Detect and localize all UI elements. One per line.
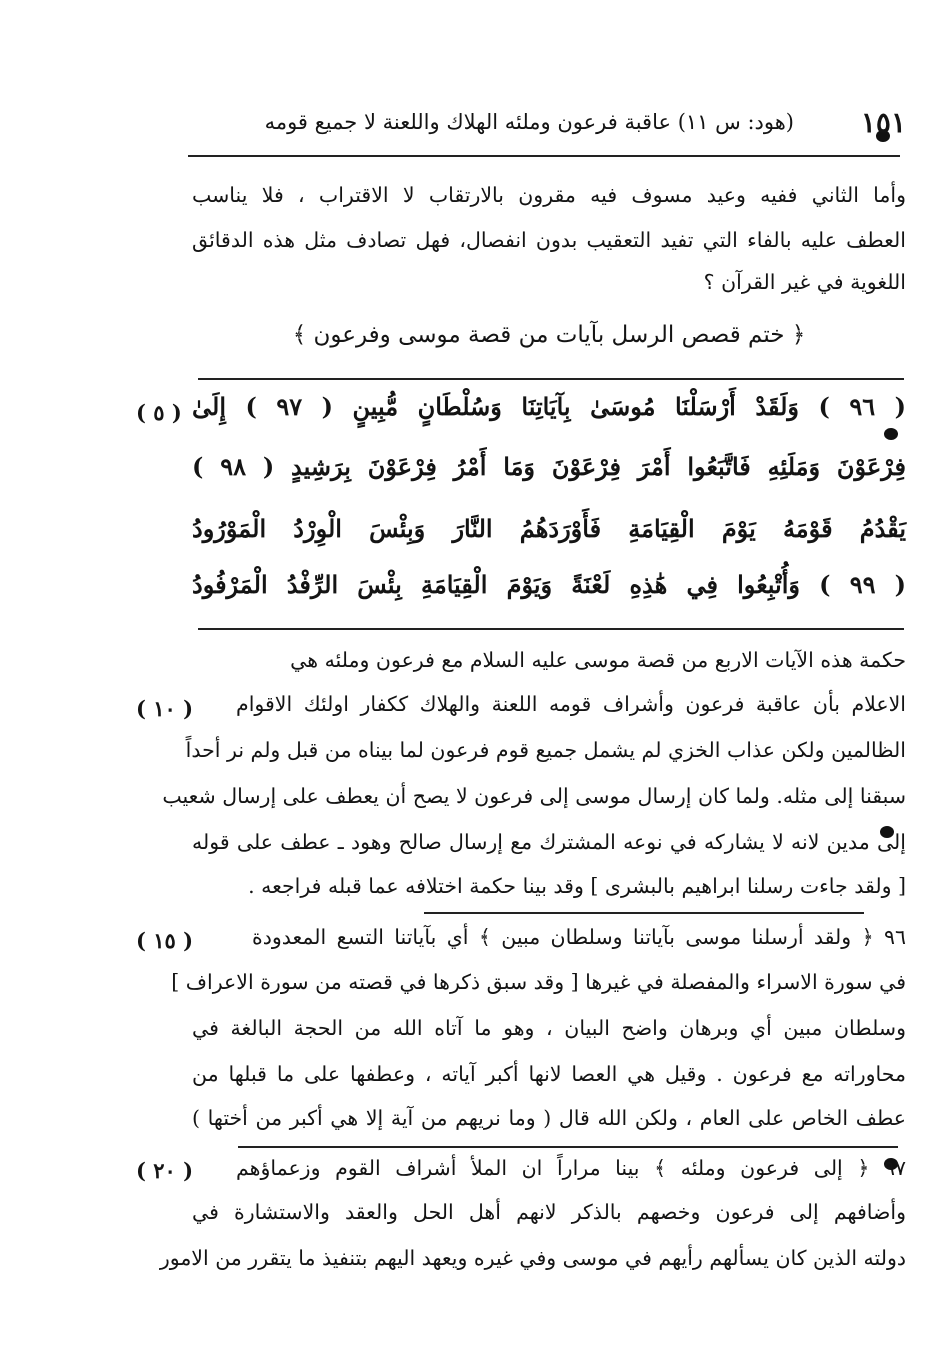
page-number: ١٥١ (860, 106, 906, 139)
section-heading: ﴿ ختم قصص الرسل بآيات من قصة موسى وفرعون ﴾ (292, 322, 806, 348)
verse-top-rule (198, 378, 904, 380)
commentary-line: إلى مدين لانه لا يشاركه في نوعه المشترك مع إرسال صالح وهود ـ عطف على قوله (192, 830, 906, 854)
commentary-line: في سورة الاسراء والمفصلة في غيرها [ وقد سبق ذكرها في قصته من سورة الاعراف ] (171, 970, 906, 994)
running-header-title: (هود: س ١١) عاقبة فرعون وملئه الهلاك واللعنة لا جميع قومه (264, 110, 794, 134)
header-rule (188, 155, 900, 157)
margin-line-number: ( ١٠ ) (136, 696, 194, 721)
intro-line: العطف عليه بالفاء التي تفيد التعقيب بدون انفصال، فهل تصادف مثل هذه الدقائق (192, 228, 906, 252)
commentary-line: عطف الخاص على العام ، ولكن الله قال ( وما نريهم من آية إلا هي أكبر من أختها ) (192, 1106, 906, 1130)
commentary-line: ٩٧ ﴿ إلى فرعون وملئه ﴾ بينا مراراً ان الملأ أشراف القوم وزعماؤهم (236, 1156, 906, 1180)
verse-overline (238, 1146, 898, 1148)
verse-line: ( ٩٩ ) وَأُتْبِعُوا فِي هَٰذِهِ لَعْنَةً وَيَوْمَ الْقِيَامَةِ بِئْسَ الرِّفْدُ الْمَرْفُودُ (192, 570, 907, 599)
commentary-line: محاوراته مع فرعون . وقيل هي العصا لانها أكبر آياته ، وعطفها على ما قبلها من (192, 1062, 906, 1086)
verse-overline (424, 912, 864, 914)
commentary-line: دولته الذين كان يسألهم رأيهم في موسى وفي غيره ويعهد اليهم بتنفيذ ما يتقرر من الامور (159, 1246, 906, 1270)
intro-line: اللغوية في غير القرآن ؟ (703, 270, 906, 294)
commentary-line: حكمة هذه الآيات الاربع من قصة موسى عليه السلام مع فرعون وملئه هي (290, 648, 906, 672)
commentary-line: ٩٦ ﴿ ولقد أرسلنا موسى بآياتنا وسلطان مبين ﴾ أي بآياتنا التسع المعدودة (252, 925, 906, 949)
running-header (188, 106, 906, 150)
margin-line-number: ( ٥ ) (136, 400, 182, 425)
margin-line-number: ( ٢٠ ) (136, 1158, 194, 1183)
commentary-line: الظالمين ولكن عذاب الخزي لم يشمل جميع قوم فرعون لما بيناه من قبل ولم نر أحداً (185, 738, 906, 762)
verse-line: ( ٩٦ ) وَلَقَدْ أَرْسَلْنَا مُوسَىٰ بِآيَاتِنَا وَسُلْطَانٍ مُّبِينٍ ( ٩٧ ) إِلَىٰ (192, 392, 906, 421)
verse-bottom-rule (198, 628, 904, 630)
intro-line: وأما الثاني ففيه وعيد مسوف فيه مقرون بالارتقاب لا الاقتراب ، فلا يناسب (192, 183, 906, 207)
commentary-line: وأضافهم إلى فرعون وخصهم بالذكر لانهم أهل الحل والعقد والاستشارة في (192, 1200, 906, 1224)
commentary-line: الاعلام بأن عاقبة فرعون وأشراف قومه اللعنة والهلاك ككفار اولئك الاقوام (236, 692, 906, 716)
verse-line: يَقْدُمُ قَوْمَهُ يَوْمَ الْقِيَامَةِ فَأَوْرَدَهُمُ النَّارَ وَبِئْسَ الْوِرْدُ الْمَوْرُودُ (192, 514, 906, 543)
commentary-line: وسلطان مبين أي وبرهان واضح البيان ، وهو ما آتاه الله من الحجة البالغة في (192, 1016, 906, 1040)
commentary-line: [ ولقد جاءت رسلنا ابراهيم بالبشرى ] وقد بينا حكمة اختلافه عما قبله فراجعه . (248, 874, 906, 898)
verse-line: فِرْعَوْنَ وَمَلَئِهِ فَاتَّبَعُوا أَمْرَ فِرْعَوْنَ وَمَا أَمْرُ فِرْعَوْنَ بِرَشِيدٍ ( ٩٨ ) (192, 452, 906, 481)
margin-line-number: ( ١٥ ) (136, 928, 194, 953)
commentary-line: سبقنا إلى مثله. ولما كان إرسال موسى إلى فرعون لا يصح أن يعطف على إرسال شعيب (162, 784, 906, 808)
